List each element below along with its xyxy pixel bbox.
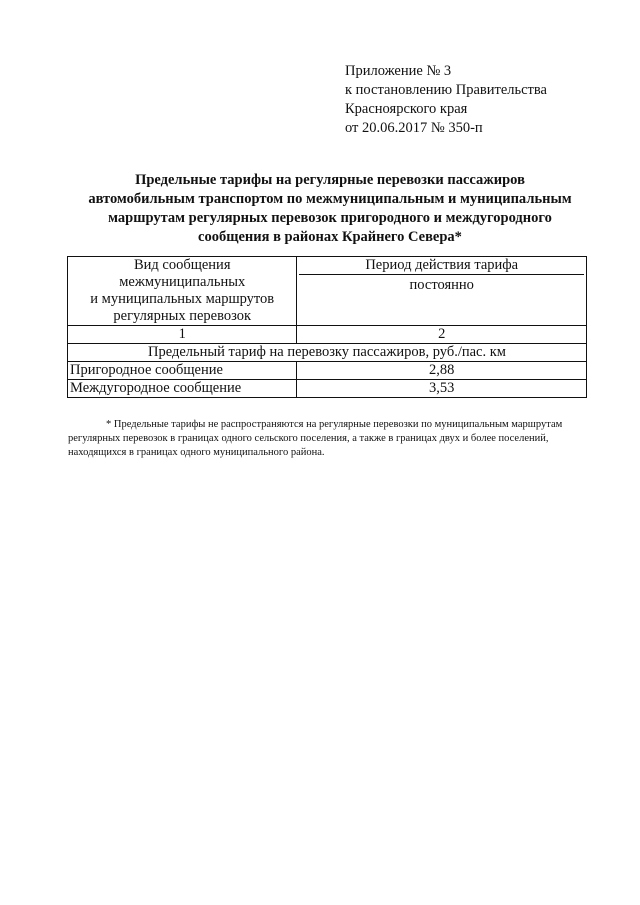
column-number-2: 2 — [297, 326, 587, 344]
kind-header-line-1: Вид сообщения — [133, 257, 231, 273]
tariff-table — [67, 256, 587, 398]
footnote-line-1: * Предельные тарифы не распространяются на регулярные перевозки по муниципальным маршрутам — [106, 419, 563, 430]
row-kind: Междугородное сообщение — [68, 380, 297, 398]
table-row — [68, 380, 587, 398]
footnote — [68, 418, 590, 460]
kind-header-line-4: регулярных перевозок — [113, 308, 252, 324]
row-value: 3,53 — [297, 380, 587, 398]
tariff-caption-row — [68, 344, 587, 362]
table-row — [68, 362, 587, 380]
period-header: Период действия тарифа — [299, 257, 584, 275]
kind-header-line-3: и муниципальных маршрутов — [90, 291, 275, 307]
kind-header-cell — [68, 257, 297, 326]
title-line-3: маршрутам регулярных перевозок пригородного и междугородного — [108, 210, 552, 226]
appendix-line-2: к постановлению Правительства — [345, 82, 547, 98]
title-line-4: сообщения в районах Крайнего Севера* — [198, 229, 462, 245]
footnote-line-2: регулярных перевозок в границах одного сельского поселения, а также в границах двух и более поселений, — [68, 433, 549, 444]
tariff-caption: Предельный тариф на перевозку пассажиров, руб./пас. км — [68, 344, 587, 362]
table-header-row — [68, 257, 587, 326]
document-title — [60, 171, 600, 247]
appendix-line-1: Приложение № 3 — [345, 63, 452, 79]
column-number-1: 1 — [68, 326, 297, 344]
period-header-cell — [297, 257, 587, 326]
appendix-line-4: от 20.06.2017 № 350-п — [345, 120, 483, 136]
kind-header-line-2: межмуниципальных — [119, 274, 246, 290]
period-value: постоянно — [409, 277, 474, 293]
footnote-line-3: находящихся в границах одного муниципального района. — [68, 447, 325, 458]
title-line-2: автомобильным транспортом по межмуниципальным и муниципальным — [88, 191, 572, 207]
row-kind: Пригородное сообщение — [68, 362, 297, 380]
title-line-1: Предельные тарифы на регулярные перевозки пассажиров — [135, 172, 525, 188]
row-value: 2,88 — [297, 362, 587, 380]
column-number-row — [68, 326, 587, 344]
appendix-line-3: Красноярского края — [345, 101, 468, 117]
appendix-header — [345, 62, 547, 138]
